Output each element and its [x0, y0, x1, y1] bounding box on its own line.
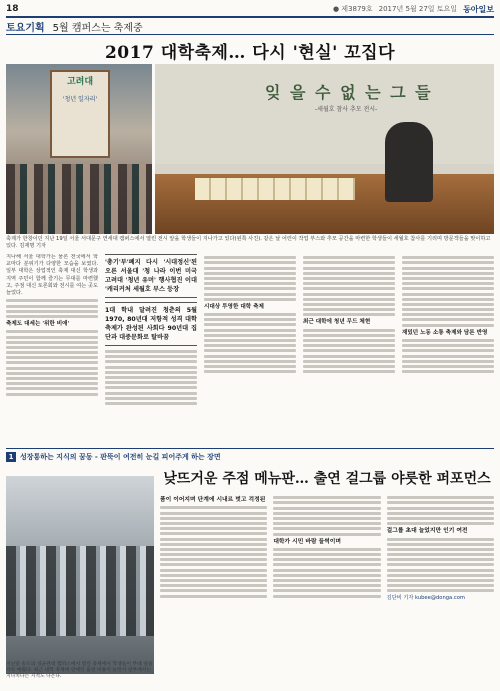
article2-column-3: [387, 494, 494, 686]
article-column-2: [105, 254, 197, 444]
crowd: [6, 164, 152, 234]
article2-columns: [160, 494, 494, 686]
section2-number: 1: [6, 452, 16, 462]
col1-subhead: 축제도 대세는 '위한 비애': [6, 320, 70, 327]
col7-subhead: 대학가 시민 바람 들썩이며: [273, 538, 341, 545]
col4-subhead: 최근 대학에 청년 무드 체현: [303, 319, 371, 326]
second-headline: 낮뜨거운 주점 메뉴판… 출연 걸그룹 야릇한 퍼포먼스: [163, 471, 491, 487]
issue-date: 2017년 5월 27일 토요일: [378, 5, 458, 13]
col5-subhead: 재밌던 노동 소통 축제와 담론 반영: [402, 329, 488, 336]
article-columns: [6, 254, 494, 444]
article-column-5: [402, 254, 494, 444]
page-header: [6, 3, 494, 15]
col1-body: 지나해 서울 대학가는 물론 전국에서 학교마다 분위기가 다양한 모습을 보였다. 일부 대학은 상업적인 축제 대신 학생과 지역 주민이 함께 즐기는 무대를 마련했고, 주점 대신 토론회와 전시를 여는 곳도 늘었다.: [6, 254, 98, 297]
festival-photo-left: [6, 64, 152, 234]
exhibit-subtitle: -세월호 참사 추모 전시-: [315, 106, 378, 113]
section2-bar: [6, 451, 494, 463]
photo-strip: [6, 64, 494, 234]
pull-quote-2: 1대 학내 달려진 청춘의 5월 1970, 80년대 저항적 성격 대학 축제가 완성된 사회다 90년대 집단과 대중문화로 탈바꿈: [105, 302, 197, 346]
crowd-rows: [6, 546, 154, 636]
page-number: 18: [6, 4, 19, 14]
message-cards: [195, 178, 355, 200]
sign-title: 고려대: [66, 77, 94, 87]
article2-column-1: [160, 494, 267, 686]
article-column-3: [204, 254, 296, 444]
byline: 김단비 기자 kubee@donga.com: [386, 594, 465, 601]
col6-subhead: 품이 이어지며 단계에 시내르 벗고 걱정된: [160, 497, 266, 503]
edition: ● 제3879호: [332, 5, 373, 13]
pull-quote-1: '총기'부'폐지 다시 '시대정신'된 오른 서울대 '청 나라 이번 미국 고려대 '청년 유머' 행사협진 이대 '캐리커처 세월호 부스 등장: [105, 254, 197, 298]
photo-caption: 축제가 한창이던 지난 19일 서울 서대문구 연세대 캠퍼스에서 열린 전시 앞을 학생들이 지나가고 있다(왼쪽 사진). 같은 날 어린이 작업 부스와 추모 공간을 마련한 학생들이 세월호 참사를 기리며 방문객들을 맞이하고 있다. 김재명 기자: [6, 236, 491, 249]
section-title: 5월 캠퍼스는 축제중: [52, 22, 143, 34]
section2-title: 성장통하는 지식의 꿈동 - 판뚝이 여전히 눈길 피어주게 하는 장면: [20, 453, 221, 461]
col3-subhead: 시대상 투영한 대학 축제: [204, 303, 264, 310]
festival-sign: [50, 70, 110, 158]
sign-subtitle: '청년 일자리': [62, 96, 98, 103]
concert-crowd-photo: [6, 476, 154, 674]
main-headline: 2017 대학축제… 다시 '현실' 꼬집다: [104, 43, 396, 63]
visitor-figure: [385, 122, 433, 202]
photo2-caption: 지난달 송도의 성균관대 캠퍼스에서 열린 축제에서 학생들이 무대 앞을 가득 메웠다. 최근 대학 축제에 연예인 출연 비용이 늘면서 일부에서는 지나치다는 지적도 나온다.: [6, 662, 153, 679]
article2-column-2: [273, 494, 380, 686]
memorial-exhibit-photo: [155, 64, 494, 234]
section-divider: [6, 448, 494, 449]
article-column-4: [303, 254, 395, 444]
article-column-1: [6, 254, 98, 444]
exhibit-wall: [155, 64, 494, 164]
section-label: 토요기획: [6, 22, 45, 34]
brand-logo: 동아일보: [463, 3, 494, 14]
col8-subhead: 걸그룹 초대 늘었지만 인기 여전: [386, 528, 468, 535]
section-bar: [6, 16, 494, 35]
exhibit-title: 잊 을 수 없 는 그 들: [265, 83, 433, 102]
